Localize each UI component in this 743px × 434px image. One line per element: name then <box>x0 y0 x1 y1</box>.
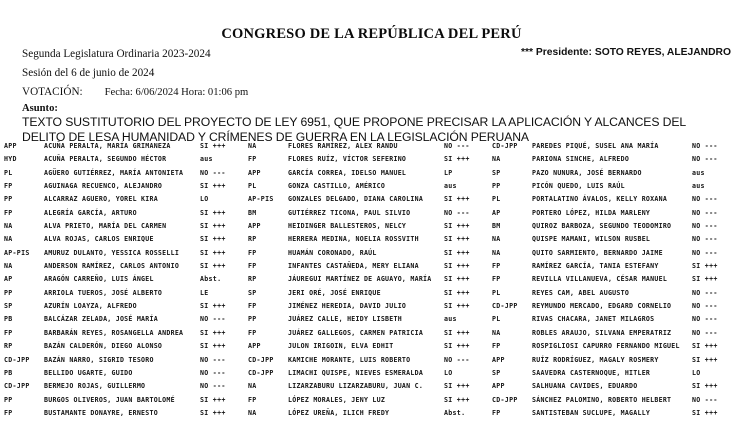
cell-vote-value: SI +++ <box>692 262 718 271</box>
cell-congressperson-name: FLORES RUÍZ, VÍCTOR SEFERINO <box>288 155 407 164</box>
cell-congressperson-name: BURGOS OLIVEROS, JUAN BARTOLOMÉ <box>44 395 175 404</box>
table-row <box>492 193 740 206</box>
cell-congressperson-name: PARIONA SINCHE, ALFREDO <box>532 155 630 164</box>
table-row <box>248 313 492 326</box>
table-row <box>248 220 492 233</box>
cell-congressperson-name: HEIDINGER BALLESTEROS, NELCY <box>288 222 407 231</box>
vote-table <box>0 140 743 434</box>
cell-congressperson-name: QUIROZ BARBOZA, SEGUNDO TEODOMIRO <box>532 222 672 231</box>
cell-congressperson-name: PAZO NUNURA, JOSÉ BERNARDO <box>532 168 642 177</box>
cell-vote-value: SI +++ <box>444 155 470 164</box>
cell-party: APP <box>4 142 17 150</box>
cell-party: PP <box>4 288 13 297</box>
cell-congressperson-name: ALCARRAZ AGUERO, YOREL KIRA <box>44 195 158 204</box>
table-row <box>4 300 248 313</box>
table-row <box>492 220 740 233</box>
table-row <box>492 327 740 340</box>
cell-party: APP <box>248 222 261 231</box>
cell-congressperson-name: RIVAS CHACARA, JANET MILAGROS <box>532 315 655 324</box>
votacion-datetime: Fecha: 6/06/2024 Hora: 01:06 pm <box>104 87 249 98</box>
cell-vote-value: SI +++ <box>444 248 470 257</box>
table-row <box>248 354 492 367</box>
cell-party: CD-JPP <box>248 355 274 364</box>
table-row <box>492 233 740 246</box>
cell-vote-value: NO --- <box>444 355 470 364</box>
cell-vote-value: LP <box>444 168 453 177</box>
cell-party: FP <box>492 262 501 271</box>
cell-vote-value: NO --- <box>692 208 718 217</box>
table-row <box>248 407 492 420</box>
table-row <box>492 300 740 313</box>
cell-congressperson-name: LÓPEZ UREÑA, ILICH FREDY <box>288 408 390 417</box>
cell-congressperson-name: ARRIOLA TUEROS, JOSÉ ALBERTO <box>44 288 163 297</box>
cell-congressperson-name: RAMÍREZ GARCÍA, TANIA ESTEFANY <box>532 262 659 271</box>
cell-vote-value: NO --- <box>692 248 718 257</box>
table-row <box>248 327 492 340</box>
cell-congressperson-name: QUITO SARMIENTO, BERNARDO JAIME <box>532 248 663 257</box>
cell-vote-value: NO --- <box>200 368 226 377</box>
cell-congressperson-name: QUISPE MAMANI, WILSON RUSBEL <box>532 235 651 244</box>
cell-vote-value: NO --- <box>692 142 718 150</box>
table-row <box>492 287 740 300</box>
cell-party: PP <box>4 195 13 204</box>
cell-party: NA <box>492 155 501 164</box>
cell-congressperson-name: KAMICHE MORANTE, LUIS ROBERTO <box>288 355 411 364</box>
cell-congressperson-name: LIMACHI QUISPE, NIEVES ESMERALDA <box>288 368 424 377</box>
cell-vote-value: NO --- <box>692 195 718 204</box>
table-row <box>4 247 248 260</box>
cell-party: FP <box>4 408 13 417</box>
cell-vote-value: aus <box>692 182 705 191</box>
cell-party: FP <box>248 248 257 257</box>
cell-vote-value: SI +++ <box>444 235 470 244</box>
cell-congressperson-name: JERI ORÉ, JOSÉ ENRIQUE <box>288 288 381 297</box>
cell-party: APP <box>492 382 505 391</box>
cell-vote-value: SI +++ <box>200 235 226 244</box>
table-row <box>248 273 492 286</box>
table-row <box>248 380 492 393</box>
cell-party: SP <box>248 288 257 297</box>
table-row <box>4 193 248 206</box>
table-row <box>4 367 248 380</box>
cell-vote-value: SI +++ <box>692 355 718 364</box>
cell-vote-value: SI +++ <box>444 328 470 337</box>
cell-party: FP <box>492 408 501 417</box>
cell-congressperson-name: FLORES RAMÍREZ, ALEX RANDU <box>288 142 398 150</box>
cell-party: NA <box>4 262 13 271</box>
cell-party: CD-JPP <box>248 368 274 377</box>
cell-congressperson-name: BAZÁN CALDERÓN, DIEGO ALONSO <box>44 342 163 351</box>
cell-vote-value: LO <box>444 368 453 377</box>
cell-congressperson-name: PORTERO LÓPEZ, HILDA MARLENY <box>532 208 651 217</box>
cell-party: AP <box>492 208 501 217</box>
cell-party: NA <box>492 328 501 337</box>
table-row <box>248 180 492 193</box>
cell-party: FP <box>4 208 13 217</box>
cell-party: CD-JPP <box>492 142 518 150</box>
cell-vote-value: SI +++ <box>200 142 226 150</box>
cell-congressperson-name: SAAVEDRA CASTERNOQUE, HITLER <box>532 368 651 377</box>
cell-vote-value: NO --- <box>692 395 718 404</box>
cell-party: SP <box>492 168 501 177</box>
table-row <box>248 140 492 153</box>
table-row <box>248 300 492 313</box>
cell-vote-value: SI +++ <box>200 182 226 191</box>
cell-vote-value: NO --- <box>200 382 226 391</box>
cell-vote-value: NO --- <box>692 328 718 337</box>
cell-party: FP <box>248 155 257 164</box>
table-row <box>492 153 740 166</box>
cell-congressperson-name: GONZA CASTILLO, AMÉRICO <box>288 182 386 191</box>
cell-vote-value: SI +++ <box>200 222 226 231</box>
table-row <box>492 340 740 353</box>
table-row <box>492 367 740 380</box>
cell-party: PP <box>4 395 13 404</box>
cell-congressperson-name: SALHUANA CAVIDES, EDUARDO <box>532 382 638 391</box>
table-row <box>248 207 492 220</box>
cell-vote-value: SI +++ <box>200 208 226 217</box>
cell-vote-value: LE <box>200 288 209 297</box>
table-row <box>4 273 248 286</box>
cell-congressperson-name: SÁNCHEZ PALOMINO, ROBERTO HELBERT <box>532 395 672 404</box>
cell-vote-value: NO --- <box>200 168 226 177</box>
cell-congressperson-name: AGÜERO GUTIÉRREZ, MARÍA ANTONIETA <box>44 168 184 177</box>
cell-party: NA <box>4 235 13 244</box>
table-row <box>492 313 740 326</box>
cell-congressperson-name: GONZALES DELGADO, DIANA CAROLINA <box>288 195 424 204</box>
president-label: *** Presidente: SOTO REYES, ALEJANDRO <box>521 47 731 58</box>
table-row <box>248 247 492 260</box>
cell-party: APP <box>492 355 505 364</box>
cell-vote-value: SI +++ <box>200 248 226 257</box>
cell-party: PL <box>492 315 501 324</box>
session-date-label: Sesión del 6 de junio de 2024 <box>22 67 155 79</box>
cell-congressperson-name: LIZARZABURU LIZARZABURU, JUAN C. <box>288 382 424 391</box>
cell-party: RP <box>248 235 257 244</box>
cell-congressperson-name: ALVA PRIETO, MARÍA DEL CARMEN <box>44 222 167 231</box>
table-row <box>4 407 248 420</box>
cell-party: FP <box>4 328 13 337</box>
cell-vote-value: SI +++ <box>444 395 470 404</box>
cell-vote-value: SI +++ <box>200 262 226 271</box>
cell-vote-value: SI +++ <box>444 275 470 284</box>
cell-party: NA <box>492 248 501 257</box>
cell-congressperson-name: AMURUZ DULANTO, YESSICA ROSSELLI <box>44 248 180 257</box>
cell-congressperson-name: BARBARÁN REYES, ROSANGELLA ANDREA <box>44 328 184 337</box>
cell-party: AP <box>4 275 13 284</box>
cell-vote-value: NO --- <box>692 315 718 324</box>
cell-party: FP <box>248 328 257 337</box>
table-row <box>4 394 248 407</box>
table-row <box>492 247 740 260</box>
cell-party: PP <box>248 315 257 324</box>
cell-congressperson-name: SANTISTEBAN SUCLUPE, MAGALLY <box>532 408 651 417</box>
cell-vote-value: SI +++ <box>200 342 226 351</box>
cell-vote-value: NO --- <box>200 355 226 364</box>
cell-party: SP <box>4 302 13 311</box>
cell-vote-value: NO --- <box>692 235 718 244</box>
cell-vote-value: NO --- <box>692 155 718 164</box>
cell-party: CD-JPP <box>4 355 30 364</box>
cell-congressperson-name: PORTALATINO ÁVALOS, KELLY ROXANA <box>532 195 668 204</box>
cell-congressperson-name: ROSPIGLIOSI CAPURRO FERNANDO MIGUEL <box>532 342 680 351</box>
table-row <box>4 354 248 367</box>
cell-congressperson-name: RUÍZ RODRÍGUEZ, MAGALY ROSMERY <box>532 355 659 364</box>
table-row <box>4 233 248 246</box>
cell-vote-value: aus <box>692 168 705 177</box>
cell-party: PL <box>492 288 501 297</box>
cell-vote-value: LO <box>200 195 209 204</box>
vote-column-3 <box>492 140 740 434</box>
cell-vote-value: SI +++ <box>444 288 470 297</box>
table-row <box>492 180 740 193</box>
cell-congressperson-name: ARAGÓN CARREÑO, LUIS ÁNGEL <box>44 275 154 284</box>
cell-congressperson-name: ANDERSON RAMÍREZ, CARLOS ANTONIO <box>44 262 180 271</box>
cell-party: FP <box>492 275 501 284</box>
cell-vote-value: SI +++ <box>444 262 470 271</box>
cell-party: CD-JPP <box>4 382 30 391</box>
table-row <box>492 394 740 407</box>
cell-vote-value: SI +++ <box>200 302 226 311</box>
cell-congressperson-name: INFANTES CASTAÑEDA, MERY ELIANA <box>288 262 419 271</box>
cell-party: AP-PIS <box>4 248 30 257</box>
cell-party: CD-JPP <box>492 302 518 311</box>
cell-party: APP <box>248 168 261 177</box>
cell-party: BM <box>492 222 501 231</box>
cell-party: BM <box>248 208 257 217</box>
cell-vote-value: SI +++ <box>692 342 718 351</box>
cell-congressperson-name: JÁUREGUI MARTÍNEZ DE AGUAYO, MARÍA <box>288 275 432 284</box>
cell-party: PL <box>248 182 257 191</box>
cell-party: AP-PIS <box>248 195 274 204</box>
table-row <box>248 260 492 273</box>
cell-congressperson-name: AZURÍN LOAYZA, ALFREDO <box>44 302 137 311</box>
table-row <box>248 153 492 166</box>
table-row <box>4 260 248 273</box>
cell-party: NA <box>492 235 501 244</box>
cell-party: NA <box>248 142 257 150</box>
table-row <box>4 313 248 326</box>
cell-party: CD-JPP <box>492 395 518 404</box>
cell-congressperson-name: ACUÑA PERALTA, SEGUNDO HÉCTOR <box>44 155 167 164</box>
cell-congressperson-name: ROBLES ARAUJO, SILVANA EMPERATRIZ <box>532 328 672 337</box>
table-row <box>4 327 248 340</box>
cell-congressperson-name: REYMUNDO MERCADO, EDGARD CORNELIO <box>532 302 672 311</box>
cell-vote-value: Abst. <box>200 275 222 284</box>
table-row <box>492 260 740 273</box>
cell-party: FP <box>248 262 257 271</box>
cell-vote-value: SI +++ <box>692 382 718 391</box>
table-row <box>4 140 248 153</box>
cell-party: HYD <box>4 155 17 164</box>
table-row <box>4 167 248 180</box>
cell-party: SP <box>492 368 501 377</box>
table-row <box>492 407 740 420</box>
cell-party: FP <box>248 302 257 311</box>
cell-party: FP <box>492 342 501 351</box>
table-row <box>4 207 248 220</box>
cell-congressperson-name: JUÁREZ CALLE, HEIDY LISBETH <box>288 315 402 324</box>
cell-vote-value: NO --- <box>444 142 470 150</box>
cell-vote-value: SI +++ <box>444 195 470 204</box>
cell-party: FP <box>248 395 257 404</box>
votacion-label: VOTACIÓN: <box>22 86 83 98</box>
page-title: CONGRESO DE LA REPÚBLICA DEL PERÚ <box>221 26 522 42</box>
cell-congressperson-name: AGUINAGA RECUENCO, ALEJANDRO <box>44 182 163 191</box>
cell-party: APP <box>248 342 261 351</box>
cell-party: PL <box>492 195 501 204</box>
table-row <box>248 193 492 206</box>
table-row <box>4 220 248 233</box>
cell-congressperson-name: JUÁREZ GALLEGOS, CARMEN PATRICIA <box>288 328 424 337</box>
cell-congressperson-name: ALEGRÍA GARCÍA, ARTURO <box>44 208 137 217</box>
cell-vote-value: aus <box>444 315 457 324</box>
cell-party: PL <box>4 168 13 177</box>
table-row <box>492 354 740 367</box>
cell-congressperson-name: GARCÍA CORREA, IDELSO MANUEL <box>288 168 407 177</box>
cell-party: FP <box>4 182 13 191</box>
table-row <box>4 380 248 393</box>
cell-vote-value: NO --- <box>692 302 718 311</box>
table-row <box>248 287 492 300</box>
cell-vote-value: aus <box>200 155 213 164</box>
table-row <box>4 287 248 300</box>
table-row <box>4 340 248 353</box>
table-row <box>4 153 248 166</box>
cell-vote-value: SI +++ <box>444 222 470 231</box>
cell-vote-value: NO --- <box>200 315 226 324</box>
cell-vote-value: SI +++ <box>200 395 226 404</box>
table-row <box>492 167 740 180</box>
table-row <box>248 367 492 380</box>
cell-party: NA <box>248 382 257 391</box>
table-row <box>492 140 740 153</box>
cell-vote-value: NO --- <box>692 288 718 297</box>
cell-congressperson-name: JULON IRIGOIN, ELVA EDHIT <box>288 342 394 351</box>
asunto-text: TEXTO SUSTITUTORIO DEL PROYECTO DE LEY 6951, QUE PROPONE PRECISAR LA APLICACIÓN Y ALCANCES DEL DELITO DE LESA HUMANIDAD Y CRÍMENES DE GUERRA EN LA LEGISLACIÓN PERUANA <box>22 115 686 144</box>
asunto-label: Asunto: <box>22 103 58 114</box>
cell-vote-value: NO --- <box>692 222 718 231</box>
table-row <box>248 394 492 407</box>
cell-congressperson-name: PICÓN QUEDO, LUIS RAÚL <box>532 182 625 191</box>
cell-congressperson-name: ALVA ROJAS, CARLOS ENRIQUE <box>44 235 154 244</box>
cell-vote-value: SI +++ <box>444 302 470 311</box>
cell-vote-value: LO <box>692 368 701 377</box>
cell-congressperson-name: BELLIDO UGARTE, GUIDO <box>44 368 133 377</box>
cell-vote-value: SI +++ <box>200 408 226 417</box>
vote-column-1 <box>4 140 248 434</box>
cell-party: PB <box>4 315 13 324</box>
table-row <box>492 380 740 393</box>
cell-vote-value: SI +++ <box>444 342 470 351</box>
table-row <box>248 340 492 353</box>
cell-congressperson-name: BAZÁN NARRO, SIGRID TESORO <box>44 355 154 364</box>
cell-congressperson-name: BERMEJO ROJAS, GUILLERMO <box>44 382 146 391</box>
cell-congressperson-name: REYES CAM, ABEL AUGUSTO <box>532 288 630 297</box>
vote-column-2 <box>248 140 492 434</box>
cell-vote-value: NO --- <box>444 208 470 217</box>
cell-vote-value: SI +++ <box>444 382 470 391</box>
table-row <box>492 273 740 286</box>
cell-party: RP <box>4 342 13 351</box>
cell-congressperson-name: JIMÉNEZ HEREDIA, DAVID JULIO <box>288 302 407 311</box>
table-row <box>248 233 492 246</box>
cell-congressperson-name: HERRERA MEDINA, NOELIA ROSSVITH <box>288 235 419 244</box>
cell-vote-value: SI +++ <box>692 408 718 417</box>
cell-party: NA <box>248 408 257 417</box>
cell-party: PB <box>4 368 13 377</box>
cell-vote-value: SI +++ <box>692 275 718 284</box>
legislature-label: Segunda Legislatura Ordinaria 2023-2024 <box>22 48 211 60</box>
cell-party: PP <box>492 182 501 191</box>
table-row <box>4 180 248 193</box>
cell-party: RP <box>248 275 257 284</box>
cell-congressperson-name: BALCÁZAR ZELADA, JOSÉ MARÍA <box>44 315 158 324</box>
cell-congressperson-name: REVILLA VILLANUEVA, CÉSAR MANUEL <box>532 275 668 284</box>
cell-congressperson-name: BUSTAMANTE DONAYRE, ERNESTO <box>44 408 158 417</box>
cell-congressperson-name: LÓPEZ MORALES, JENY LUZ <box>288 395 386 404</box>
cell-congressperson-name: HUAMÁN CORONADO, RAÚL <box>288 248 377 257</box>
cell-congressperson-name: ACUÑA PERALTA, MARÍA GRIMANEZA <box>44 142 171 150</box>
cell-vote-value: aus <box>444 182 457 191</box>
table-row <box>248 167 492 180</box>
table-row <box>492 207 740 220</box>
cell-vote-value: Abst. <box>444 408 466 417</box>
cell-party: NA <box>4 222 13 231</box>
cell-congressperson-name: PAREDES PIQUÉ, SUSEL ANA MARÍA <box>532 142 659 150</box>
cell-vote-value: SI +++ <box>200 328 226 337</box>
voting-meta-row <box>22 86 248 98</box>
cell-congressperson-name: GUTIÉRREZ TICONA, PAUL SILVIO <box>288 208 411 217</box>
